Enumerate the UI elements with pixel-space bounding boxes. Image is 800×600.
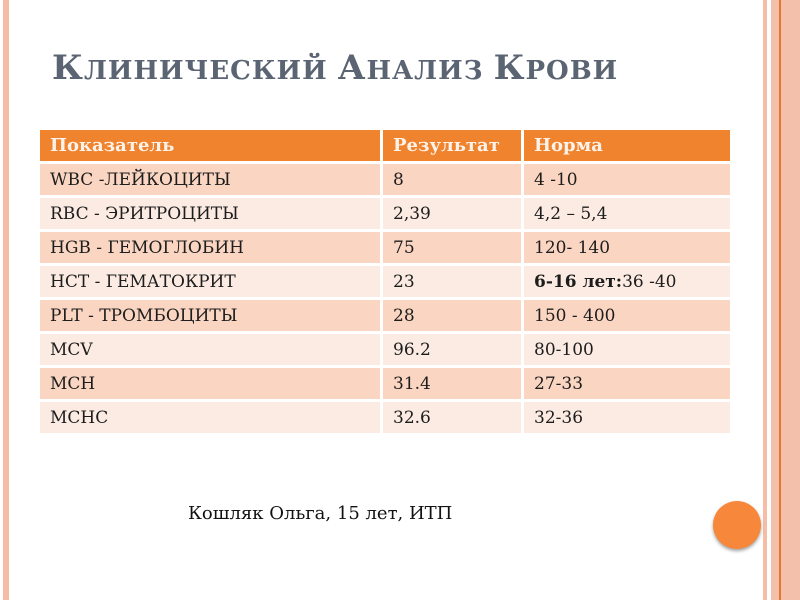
cell-norm (524, 368, 730, 399)
cell-indicator: HGB - ГЕМОГЛОБИН (40, 232, 380, 263)
cell-indicator: MCV (40, 334, 380, 365)
right-accent-line (779, 0, 781, 600)
cell-indicator: PLT - ТРОМБОЦИТЫ (40, 300, 380, 331)
cell-result: 8 (383, 164, 521, 195)
right-accent-band (771, 0, 800, 600)
cell-norm-text: 4,2 – 5,4 (534, 203, 608, 224)
cell-indicator: HCT - ГЕМАТОКРИТ (40, 266, 380, 297)
cell-norm (524, 266, 730, 297)
cell-result: 23 (383, 266, 521, 297)
cell-norm (524, 334, 730, 365)
cell-norm (524, 198, 730, 229)
cell-norm-text: 36 -40 (622, 271, 677, 292)
cell-indicator: MCH (40, 368, 380, 399)
cell-norm (524, 232, 730, 263)
cell-norm-text: 4 -10 (534, 169, 578, 190)
cell-indicator: WBC -ЛЕЙКОЦИТЫ (40, 164, 380, 195)
header-cell-indicator: Показатель (40, 130, 380, 161)
left-accent-stripe (3, 0, 9, 600)
orange-circle-decoration (713, 501, 761, 549)
cell-result: 2,39 (383, 198, 521, 229)
cell-norm-text: 27-33 (534, 373, 584, 394)
cell-norm-text: 150 - 400 (534, 305, 616, 326)
cell-norm-bold: 6-16 лет: (534, 271, 623, 292)
cell-result: 96.2 (383, 334, 521, 365)
cell-result: 75 (383, 232, 521, 263)
cell-norm-text: 32-36 (534, 407, 584, 428)
cell-indicator: RBC - ЭРИТРОЦИТЫ (40, 198, 380, 229)
cell-result: 32.6 (383, 402, 521, 433)
header-cell-norm: Норма (524, 130, 730, 161)
right-accent-thin-stripe (763, 0, 767, 600)
cell-norm (524, 164, 730, 195)
cell-result: 31.4 (383, 368, 521, 399)
cell-norm (524, 402, 730, 433)
header-cell-result: Результат (383, 130, 521, 161)
patient-caption: Кошляк Ольга, 15 лет, ИТП (188, 503, 453, 524)
cell-norm-text: 80-100 (534, 339, 594, 360)
page-title: КЛИНИЧЕСКИЙ АНАЛИЗ КРОВИ (52, 48, 619, 88)
cell-norm-text: 120- 140 (534, 237, 611, 258)
cell-result: 28 (383, 300, 521, 331)
blood-test-table (40, 130, 730, 433)
cell-norm (524, 300, 730, 331)
cell-indicator: MCHC (40, 402, 380, 433)
